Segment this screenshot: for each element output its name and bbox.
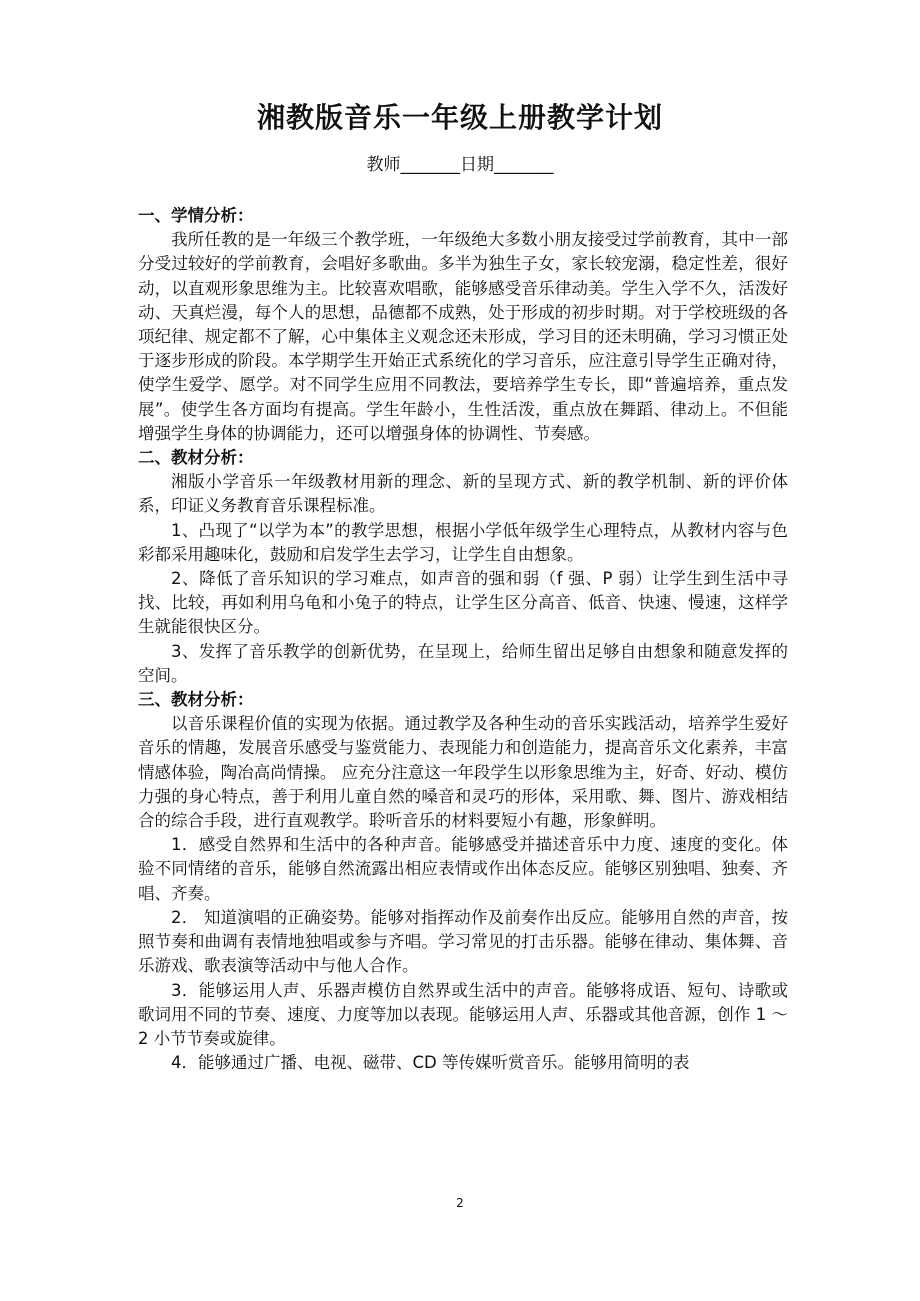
paragraph: 湘版小学音乐一年级教材用新的理念、新的呈现方式、新的教学机制、新的评价体系，印证义务教育音乐课程标准。: [138, 472, 788, 516]
document-body: [138, 204, 788, 1075]
page-number: 2: [456, 1196, 464, 1210]
paragraph: 4．能够通过广播、电视、磁带、CD 等传媒听赏音乐。能够用简明的表: [171, 1053, 690, 1073]
section-heading: 一、学情分析：: [138, 206, 254, 225]
paragraph: 3．能够运用人声、乐器声模仿自然界或生活中的声音。能够将成语、短句、诗歌或歌词用不同的节奏、速度、力度等加以表现。能够运用人声、乐器或其他音源，创作 1 ～ 2 小节节奏或旋律。: [138, 980, 788, 1048]
section-heading: 三、教材分析：: [138, 690, 254, 710]
paragraph: 2． 知道演唱的正确姿势。能够对指挥动作及前奏作出反应。能够用自然的声音，按照节奏和曲调有表情地独唱或参与齐唱。学习常见的打击乐器。能够在律动、集体舞、音乐游戏、歌表演等活动中与他人合作。: [138, 907, 788, 976]
section-textbook-analysis: [138, 446, 788, 688]
paragraph: 1．感受自然界和生活中的各种声音。能够感受并描述音乐中力度、速度的变化。体验不同情绪的音乐，能够自然流露出相应表情或作出体态反应。能够区别独唱、独奏、齐唱、齐奏。: [138, 835, 788, 903]
paragraph: 以音乐课程价值的实现为依据。通过教学及各种生动的音乐实践活动，培养学生爱好音乐的情趣，发展音乐感受与鉴赏能力、表现能力和创造能力，提高音乐文化素养，丰富情感体验，陶冶高尚情操。 应充分注意这一年段学生以形象思维为主，好奇、好动、模仿力强的身心特点，善于利用儿童自然的嗓音和灵巧的形体，采用歌、舞、图片、游戏相结合的综合手段，进行直观教学。聆听音乐的材料要短小有趣，形象鲜明。: [138, 714, 788, 831]
section-heading: 二、教材分析：: [138, 448, 254, 468]
paragraph: 2、降低了音乐知识的学习难点，如声音的强和弱（f 强、P 弱）让学生到生活中寻找、比较，再如利用乌龟和小兔子的特点，让学生区分高音、低音、快速、慢速，这样学生就能很快区分。: [138, 569, 788, 637]
paragraph: 3、发挥了音乐教学的创新优势，在呈现上，给师生留出足够自由想象和随意发挥的空间。: [138, 641, 788, 685]
section-textbook-analysis-2: [138, 688, 788, 1075]
paragraph: 我所任教的是一年级三个教学班，一年级绝大多数小朋友接受过学前教育，其中一部分受过较好的学前教育，会唱好多歌曲。多半为独生子女，家长较宠溺，稳定性差，很好动，以直观形象思维为主。比较喜欢唱歌，能够感受音乐律动美。学生入学不久，活泼好动、天真烂漫，每个人的思想，品德都不成熟，处于形成的初步时期。对于学校班级的各项纪律、规定都不了解，心中集体主义观念还未形成，学习目的还未明确，学习习惯正处于逐步形成的阶段。本学期学生开始正式系统化的学习音乐，应注意引导学生正确对待，使学生爱学、愿学。对不同学生应用不同教法，要培养学生专长，即“普遍培养，重点发展”。使学生各方面均有提高。学生年龄小，生性活泼，重点放在舞蹈、律动上。不但能增强学生身体的协调能力，还可以增强身体的协调性、节奏感。: [138, 230, 788, 443]
paragraph: 1、凸现了“以学为本”的教学思想，根据小学低年级学生心理特点，从教材内容与色彩都采用趣味化，鼓励和启发学生去学习，让学生自由想象。: [138, 520, 788, 564]
teacher-date-line: 教师_______日期_______: [366, 155, 554, 175]
document-title: 湘教版音乐一年级上册教学计划: [256, 101, 663, 134]
section-learning-analysis: [138, 204, 788, 446]
